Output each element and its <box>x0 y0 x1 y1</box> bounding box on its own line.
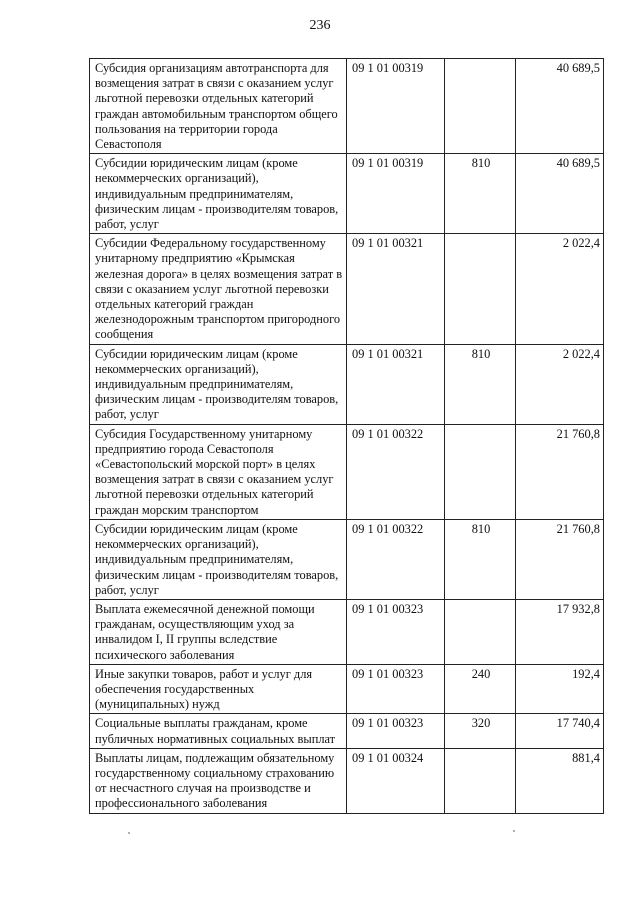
table-row <box>90 519 604 599</box>
row-type: 810 <box>445 519 516 599</box>
row-sum: 21 760,8 <box>516 424 604 519</box>
row-sum: 881,4 <box>516 748 604 813</box>
table-row <box>90 154 604 234</box>
row-sum: 21 760,8 <box>516 519 604 599</box>
row-type: 240 <box>445 664 516 714</box>
row-type: 810 <box>445 154 516 234</box>
row-sum: 192,4 <box>516 664 604 714</box>
row-type <box>445 59 516 154</box>
table-row <box>90 59 604 154</box>
scan-speck <box>513 830 515 832</box>
table-row <box>90 748 604 813</box>
row-type <box>445 424 516 519</box>
table-row <box>90 599 604 664</box>
row-type <box>445 234 516 344</box>
row-code: 09 1 01 00319 <box>347 59 445 154</box>
table-row <box>90 714 604 748</box>
table-row <box>90 424 604 519</box>
table-row <box>90 234 604 344</box>
row-name: Иные закупки товаров, работ и услуг для обеспечения государственных (муниципальных) нужд <box>90 664 347 714</box>
row-code: 09 1 01 00319 <box>347 154 445 234</box>
row-type: 810 <box>445 344 516 424</box>
row-name: Выплаты лицам, подлежащим обязательному государственному социальному страхованию от несчастного случая на производстве и профессионального заболевания <box>90 748 347 813</box>
row-sum: 40 689,5 <box>516 154 604 234</box>
row-code: 09 1 01 00321 <box>347 234 445 344</box>
table-row <box>90 664 604 714</box>
row-name: Субсидия организациям автотранспорта для возмещения затрат в связи с оказанием услуг льготной перевозки отдельных категорий граждан автомобильным транспортом общего пользования на территории города Севастополя <box>90 59 347 154</box>
page-number: 236 <box>309 18 331 33</box>
budget-table <box>89 58 604 814</box>
row-name: Субсидии юридическим лицам (кроме некоммерческих организаций), индивидуальным предпринимателям, физическим лицам - производителям товаров, работ, услуг <box>90 344 347 424</box>
row-sum: 17 740,4 <box>516 714 604 748</box>
row-code: 09 1 01 00324 <box>347 748 445 813</box>
row-sum: 2 022,4 <box>516 234 604 344</box>
row-type: 320 <box>445 714 516 748</box>
row-sum: 40 689,5 <box>516 59 604 154</box>
table-row <box>90 344 604 424</box>
row-name: Субсидия Государственному унитарному предприятию города Севастополя «Севастопольский морской порт» в целях возмещения затрат в связи с оказанием услуг льготной перевозки отдельных категорий граждан морским транспортом <box>90 424 347 519</box>
row-type <box>445 599 516 664</box>
row-name: Субсидии юридическим лицам (кроме некоммерческих организаций), индивидуальным предпринимателям, физическим лицам - производителям товаров, работ, услуг <box>90 154 347 234</box>
row-sum: 17 932,8 <box>516 599 604 664</box>
row-code: 09 1 01 00323 <box>347 599 445 664</box>
row-name: Субсидии Федеральному государственному унитарному предприятию «Крымская железная дорога» в целях возмещения затрат в связи с оказанием услуг льготной перевозки отдельных категорий граждан железнодорожным транспортом пригородного сообщения <box>90 234 347 344</box>
row-name: Субсидии юридическим лицам (кроме некоммерческих организаций), индивидуальным предпринимателям, физическим лицам - производителям товаров, работ, услуг <box>90 519 347 599</box>
row-name: Социальные выплаты гражданам, кроме публичных нормативных социальных выплат <box>90 714 347 748</box>
row-code: 09 1 01 00322 <box>347 424 445 519</box>
row-sum: 2 022,4 <box>516 344 604 424</box>
scan-speck <box>128 832 130 834</box>
row-code: 09 1 01 00323 <box>347 714 445 748</box>
row-name: Выплата ежемесячной денежной помощи гражданам, осуществляющим уход за инвалидом I, II группы вследствие психического заболевания <box>90 599 347 664</box>
row-code: 09 1 01 00322 <box>347 519 445 599</box>
row-type <box>445 748 516 813</box>
row-code: 09 1 01 00323 <box>347 664 445 714</box>
row-code: 09 1 01 00321 <box>347 344 445 424</box>
